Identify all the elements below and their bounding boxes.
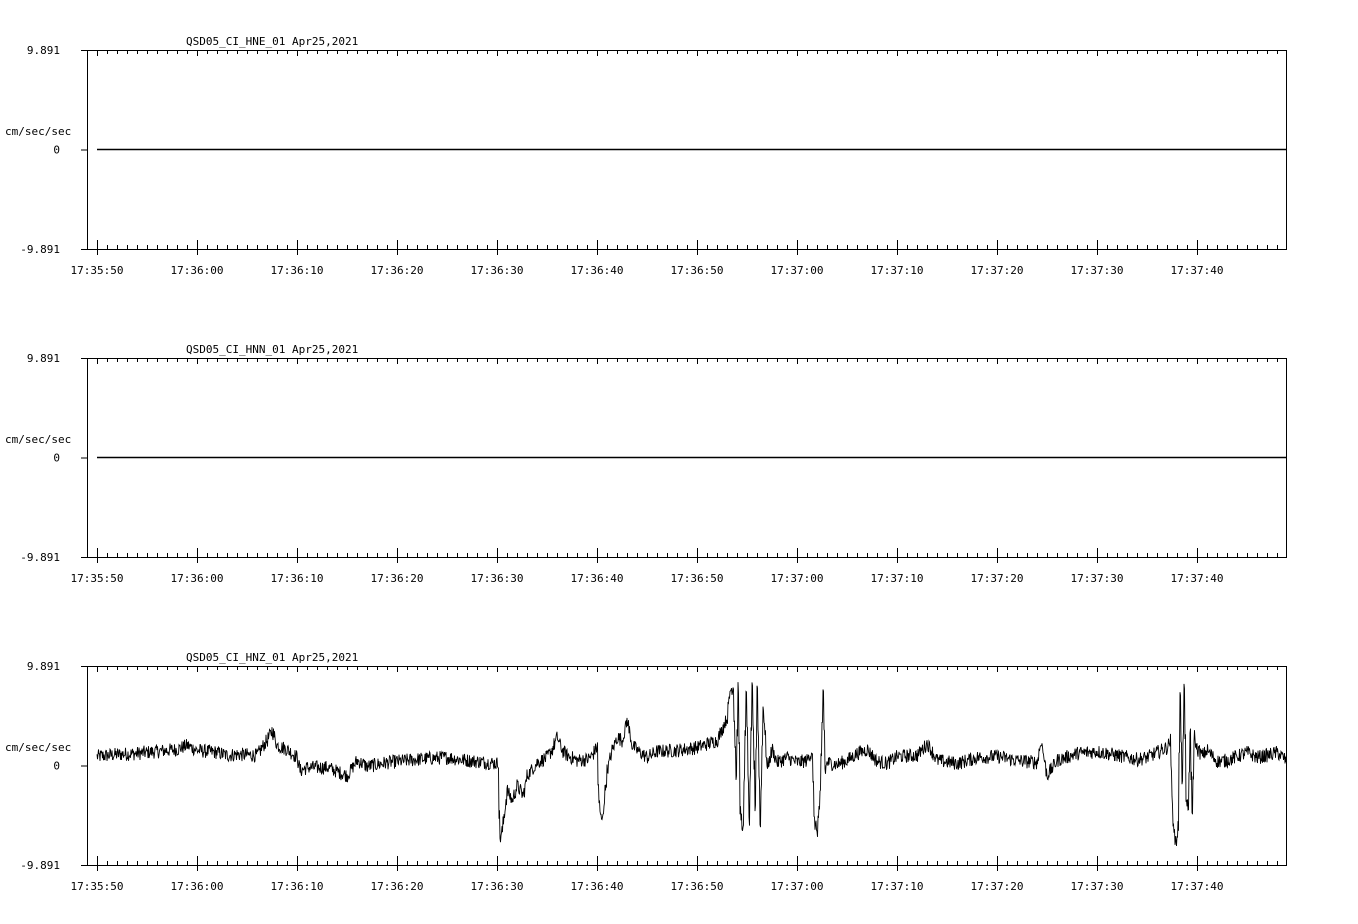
x-tick-label: 17:37:20 — [970, 572, 1024, 585]
x-tick-label: 17:36:50 — [670, 264, 724, 277]
y-tick-label: -9.891 — [20, 551, 60, 564]
y-tick-label: 9.891 — [26, 44, 60, 57]
y-tick-label: -9.891 — [20, 859, 60, 872]
x-tick-label: 17:35:50 — [70, 880, 124, 893]
y-tick-label: -9.891 — [20, 243, 60, 256]
x-tick-label: 17:36:40 — [570, 264, 624, 277]
y-axis-label: cm/sec/sec — [5, 433, 72, 446]
waveform-trace — [97, 682, 1287, 846]
y-tick-label: 0 — [53, 143, 60, 157]
x-tick-label: 17:37:30 — [1070, 880, 1124, 893]
x-tick-label: 17:35:50 — [70, 264, 124, 277]
x-tick-label: 17:36:20 — [370, 572, 424, 585]
x-tick-label: 17:36:10 — [270, 572, 324, 585]
x-tick-label: 17:37:00 — [770, 264, 824, 277]
y-tick-label: 0 — [53, 451, 60, 465]
panel-3 — [5, 651, 1287, 893]
x-tick-label: 17:36:50 — [670, 880, 724, 893]
x-tick-label: 17:36:00 — [170, 264, 224, 277]
x-tick-label: 17:36:30 — [470, 572, 524, 585]
y-axis-label: cm/sec/sec — [5, 125, 72, 138]
x-tick-label: 17:37:30 — [1070, 572, 1124, 585]
x-tick-label: 17:36:30 — [470, 880, 524, 893]
x-tick-label: 17:36:10 — [270, 880, 324, 893]
x-tick-label: 17:36:40 — [570, 572, 624, 585]
x-tick-label: 17:37:30 — [1070, 264, 1124, 277]
x-tick-label: 17:37:10 — [870, 880, 924, 893]
x-tick-label: 17:37:40 — [1170, 572, 1224, 585]
panel-1 — [5, 35, 1287, 277]
y-tick-label: 9.891 — [26, 660, 60, 673]
x-tick-label: 17:36:40 — [570, 880, 624, 893]
x-tick-label: 17:35:50 — [70, 572, 124, 585]
x-tick-label: 17:36:20 — [370, 264, 424, 277]
panel-title: QSD05_CI_HNE_01 Apr25,2021 — [186, 35, 359, 48]
x-tick-label: 17:37:40 — [1170, 880, 1224, 893]
panel-title: QSD05_CI_HNN_01 Apr25,2021 — [186, 343, 359, 356]
x-tick-label: 17:37:20 — [970, 264, 1024, 277]
x-tick-label: 17:36:00 — [170, 572, 224, 585]
x-tick-label: 17:37:00 — [770, 880, 824, 893]
y-tick-label: 9.891 — [26, 352, 60, 365]
x-tick-label: 17:36:50 — [670, 572, 724, 585]
x-tick-label: 17:36:30 — [470, 264, 524, 277]
x-tick-label: 17:37:40 — [1170, 264, 1224, 277]
x-tick-label: 17:36:20 — [370, 880, 424, 893]
plot-frame — [88, 667, 1287, 866]
x-tick-label: 17:36:00 — [170, 880, 224, 893]
x-tick-label: 17:37:10 — [870, 572, 924, 585]
panel-2 — [5, 343, 1287, 585]
y-tick-label: 0 — [53, 759, 60, 773]
x-tick-label: 17:37:00 — [770, 572, 824, 585]
x-tick-label: 17:37:10 — [870, 264, 924, 277]
x-tick-label: 17:37:20 — [970, 880, 1024, 893]
y-axis-label: cm/sec/sec — [5, 741, 72, 754]
x-tick-label: 17:36:10 — [270, 264, 324, 277]
panel-title: QSD05_CI_HNZ_01 Apr25,2021 — [186, 651, 359, 664]
